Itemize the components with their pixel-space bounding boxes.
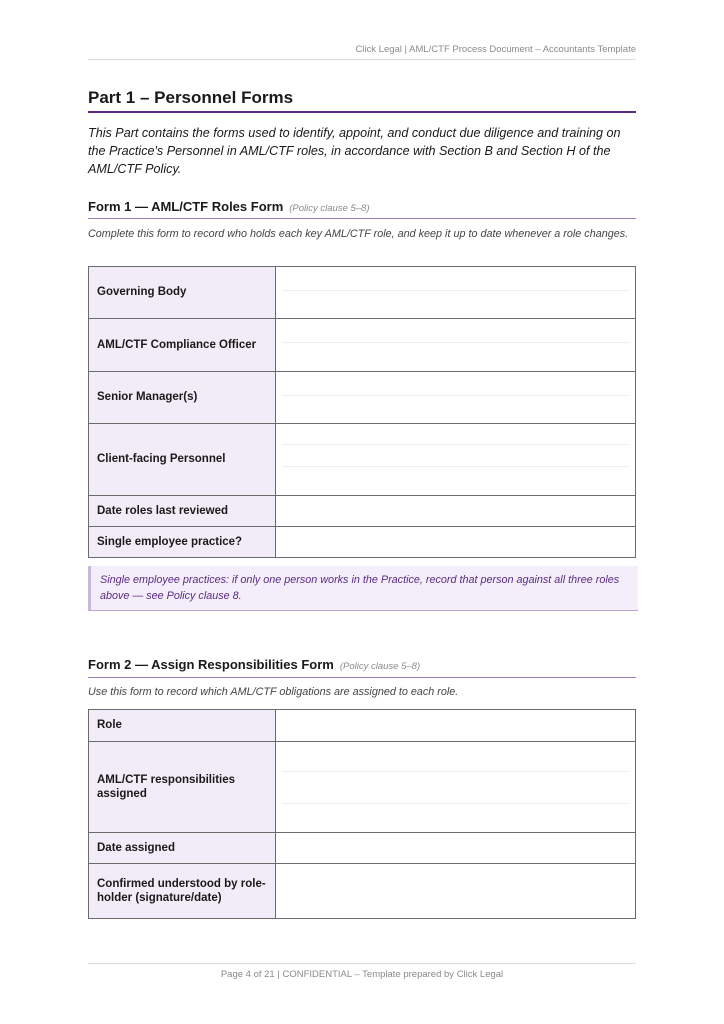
form2-clause: (Policy clause 5–8) [339,661,421,672]
form1-field-compliance-officer[interactable] [276,319,636,372]
part-intro: This Part contains the forms used to identify, appoint, and conduct due diligence and training on the Practice's Personnel in AML/CTF roles, in accordance with Section B and Section H of the AML/CTF Policy. [88,126,621,176]
single-employee-note [88,566,638,611]
form1-label-senior-managers: Senior Manager(s) [89,372,276,424]
table-row [89,742,636,833]
form1-field-client-facing[interactable] [276,424,636,496]
form1-heading [88,199,636,214]
form1-label-compliance-officer: AML/CTF Compliance Officer [89,319,276,372]
form1-label-client-facing: Client-facing Personnel [89,424,276,496]
form2-label-role: Role [89,710,276,742]
table-row [89,864,636,919]
form1-heading-rule [88,218,636,219]
form2-label-confirmed: Confirmed understood by role-holder (signature/date) [89,864,276,919]
form2-heading [88,657,636,672]
form2-label-responsibilities: AML/CTF responsibilities assigned [89,742,276,833]
form2-table [88,709,636,919]
form1-description: Complete this form to record who holds each key AML/CTF role, and keep it up to date whenever a role changes. [88,228,629,240]
form1-field-governing-body[interactable] [276,267,636,319]
form2-field-confirmed[interactable] [276,864,636,919]
table-row [89,833,636,864]
form2-label-date-assigned: Date assigned [89,833,276,864]
form2-field-role[interactable] [276,710,636,742]
form1-field-single-employee[interactable] [276,527,636,558]
table-row [89,496,636,527]
header-divider [88,59,636,60]
table-row [89,527,636,558]
table-row [89,267,636,319]
form1-label-governing-body: Governing Body [89,267,276,319]
table-row [89,710,636,742]
form2-field-responsibilities[interactable] [276,742,636,833]
form1-label-single-employee: Single employee practice? [89,527,276,558]
form1-field-senior-managers[interactable] [276,372,636,424]
form2-title: Form 2 — Assign Responsibilities Form [88,657,334,672]
footer-divider [88,963,636,964]
table-row [89,319,636,372]
running-header: Click Legal | AML/CTF Process Document – Accountants Template [355,44,636,55]
page-footer: Page 4 of 21 | CONFIDENTIAL – Template prepared by Click Legal [220,969,504,980]
single-employee-note-text: Single employee practices: if only one person works in the Practice, record that person against all three roles above — see Policy clause 8. [100,574,620,602]
table-row [89,372,636,424]
form1-title: Form 1 — AML/CTF Roles Form [88,199,284,214]
part-title-rule [88,111,636,113]
form1-label-date-reviewed: Date roles last reviewed [89,496,276,527]
form1-field-date-reviewed[interactable] [276,496,636,527]
form2-heading-rule [88,677,636,678]
form2-description: Use this form to record which AML/CTF obligations are assigned to each role. [88,686,459,698]
form1-clause: (Policy clause 5–8) [289,203,370,214]
table-row [89,424,636,496]
form2-field-date-assigned[interactable] [276,833,636,864]
form1-table [88,266,636,558]
part-title: Part 1 – Personnel Forms [88,88,294,107]
